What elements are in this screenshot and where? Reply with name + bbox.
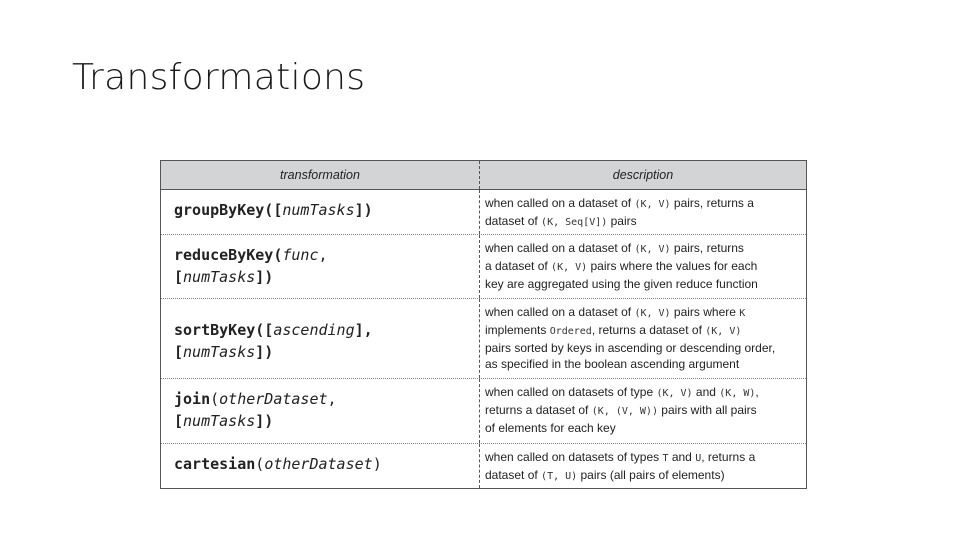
transformation-description: when called on datasets of type (K, V) and (K, W), returns a dataset of (K, (V, W)) pairs with all pairs of elements for each key	[485, 385, 759, 435]
table-row	[161, 190, 806, 235]
header-description: description	[612, 168, 674, 182]
transformation-signature: join(otherDataset, [numTasks])	[161, 379, 480, 443]
transformation-description: when called on a dataset of (K, V) pairs, returns a dataset of (K, V) pairs where the values for each key are aggregated using the given reduce function	[485, 241, 758, 291]
transformation-signature: cartesian(otherDataset)	[161, 444, 480, 488]
transformation-description: when called on a dataset of (K, V) pairs where K implements Ordered, returns a dataset of (K, V) pairs sorted by keys in ascending or descending order, as specified in the boolean ascending argument	[485, 305, 776, 371]
transformation-signature: reduceByKey(func, [numTasks])	[161, 235, 480, 298]
transformations-table	[160, 160, 807, 489]
table-row	[161, 299, 806, 379]
transformation-description: when called on a dataset of (K, V) pairs, returns a dataset of (K, Seq[V]) pairs	[485, 196, 754, 228]
transformation-signature: sortByKey([ascending], [numTasks])	[161, 299, 480, 378]
table-row	[161, 444, 806, 488]
transformation-description: when called on datasets of types T and U, returns a dataset of (T, U) pairs (all pairs of elements)	[485, 450, 756, 482]
slide-title: Transformations	[72, 57, 366, 98]
header-transformation: transformation	[161, 161, 480, 189]
transformation-signature: groupByKey([numTasks])	[161, 190, 480, 234]
table-header	[161, 161, 806, 190]
table-row	[161, 235, 806, 299]
table-row	[161, 379, 806, 444]
